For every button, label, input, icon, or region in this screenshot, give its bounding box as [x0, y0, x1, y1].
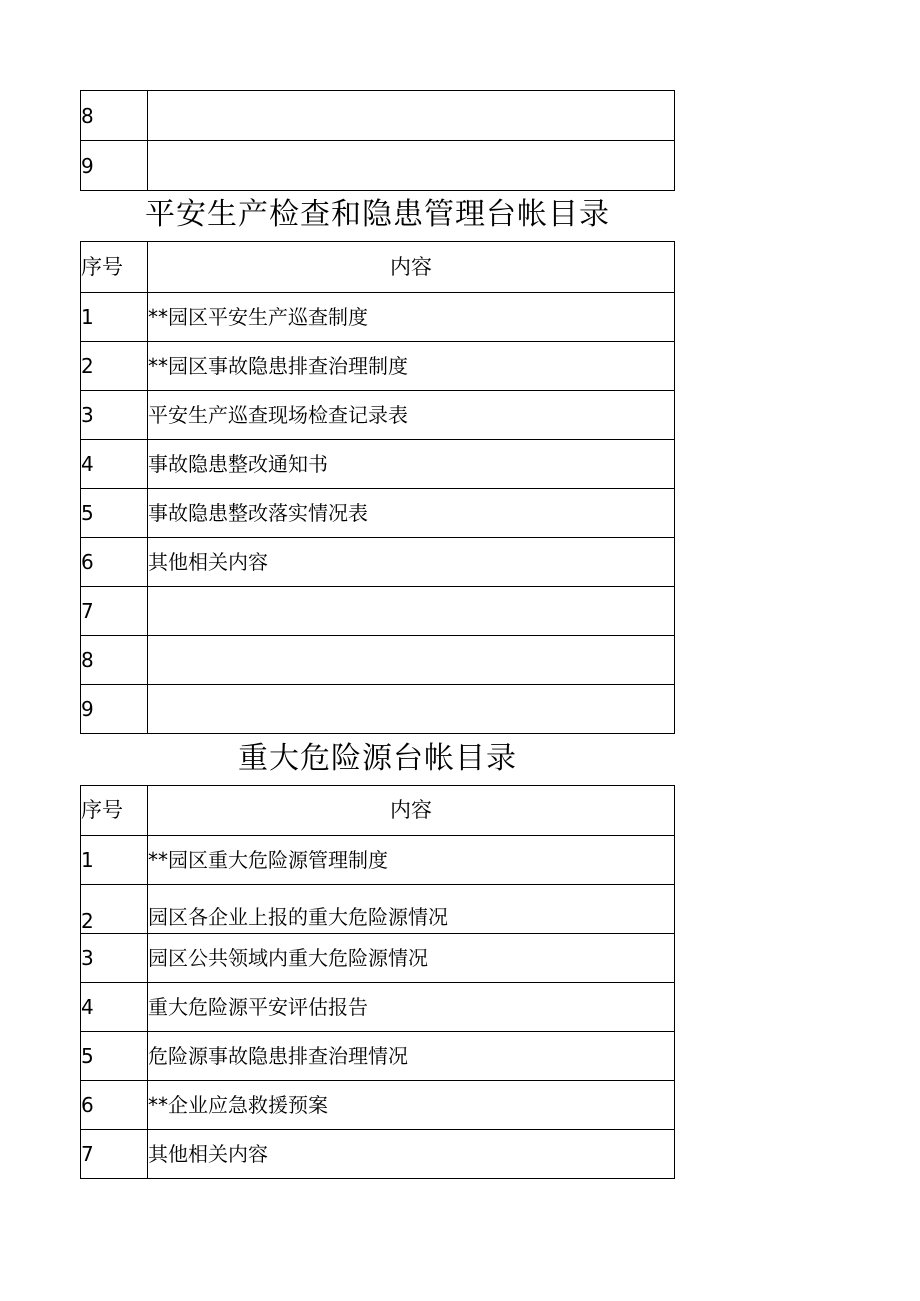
table-row	[81, 293, 675, 342]
row-number: 5	[81, 489, 148, 538]
table-row	[81, 636, 675, 685]
row-number: 6	[81, 1081, 148, 1130]
table-header-row	[81, 242, 675, 293]
row-content: 园区各企业上报的重大危险源情况	[148, 885, 675, 934]
table-row	[81, 91, 675, 141]
table-row	[81, 1032, 675, 1081]
row-content	[148, 587, 675, 636]
row-number: 3	[81, 391, 148, 440]
row-content: 其他相关内容	[148, 1130, 675, 1179]
row-content: 危险源事故隐患排查治理情况	[148, 1032, 675, 1081]
table-row	[81, 685, 675, 734]
row-content: **园区事故隐患排查治理制度	[148, 342, 675, 391]
header-number: 序号	[81, 242, 148, 293]
row-number: 7	[81, 1130, 148, 1179]
table-row	[81, 934, 675, 983]
table-row	[81, 391, 675, 440]
row-number: 2	[81, 885, 148, 934]
row-number: 1	[81, 836, 148, 885]
table-row	[81, 587, 675, 636]
section-title-major-hazard: 重大危险源台帐目录	[238, 741, 517, 776]
row-content	[148, 141, 675, 191]
table-row	[81, 342, 675, 391]
row-content: 其他相关内容	[148, 538, 675, 587]
row-content: 事故隐患整改通知书	[148, 440, 675, 489]
row-number: 9	[81, 685, 148, 734]
row-content: 重大危险源平安评估报告	[148, 983, 675, 1032]
row-number: 7	[81, 587, 148, 636]
row-number: 4	[81, 983, 148, 1032]
table-row	[81, 489, 675, 538]
header-content: 内容	[148, 242, 675, 293]
row-content: 平安生产巡查现场检查记录表	[148, 391, 675, 440]
row-number: 8	[81, 636, 148, 685]
table-row	[81, 836, 675, 885]
row-content: 事故隐患整改落实情况表	[148, 489, 675, 538]
safety-inspection-table	[80, 241, 675, 734]
continued-table	[80, 90, 675, 191]
row-number: 3	[81, 934, 148, 983]
row-content: 园区公共领域内重大危险源情况	[148, 934, 675, 983]
row-content: **企业应急救援预案	[148, 1081, 675, 1130]
row-content: **园区重大危险源管理制度	[148, 836, 675, 885]
table-row	[81, 1081, 675, 1130]
row-content	[148, 685, 675, 734]
row-content	[148, 91, 675, 141]
row-number: 9	[81, 141, 148, 191]
table-row	[81, 885, 675, 934]
row-number: 1	[81, 293, 148, 342]
row-content	[148, 636, 675, 685]
table-row	[81, 141, 675, 191]
table-row	[81, 538, 675, 587]
table-row	[81, 440, 675, 489]
section-title-safety-inspection: 平安生产检查和隐患管理台帐目录	[145, 197, 610, 232]
row-number: 4	[81, 440, 148, 489]
row-number: 2	[81, 342, 148, 391]
table-header-row	[81, 786, 675, 836]
header-number: 序号	[81, 786, 148, 836]
major-hazard-table	[80, 785, 675, 1179]
table-row	[81, 1130, 675, 1179]
row-number: 6	[81, 538, 148, 587]
table-row	[81, 983, 675, 1032]
row-number: 8	[81, 91, 148, 141]
header-content: 内容	[148, 786, 675, 836]
row-number: 5	[81, 1032, 148, 1081]
row-content: **园区平安生产巡查制度	[148, 293, 675, 342]
